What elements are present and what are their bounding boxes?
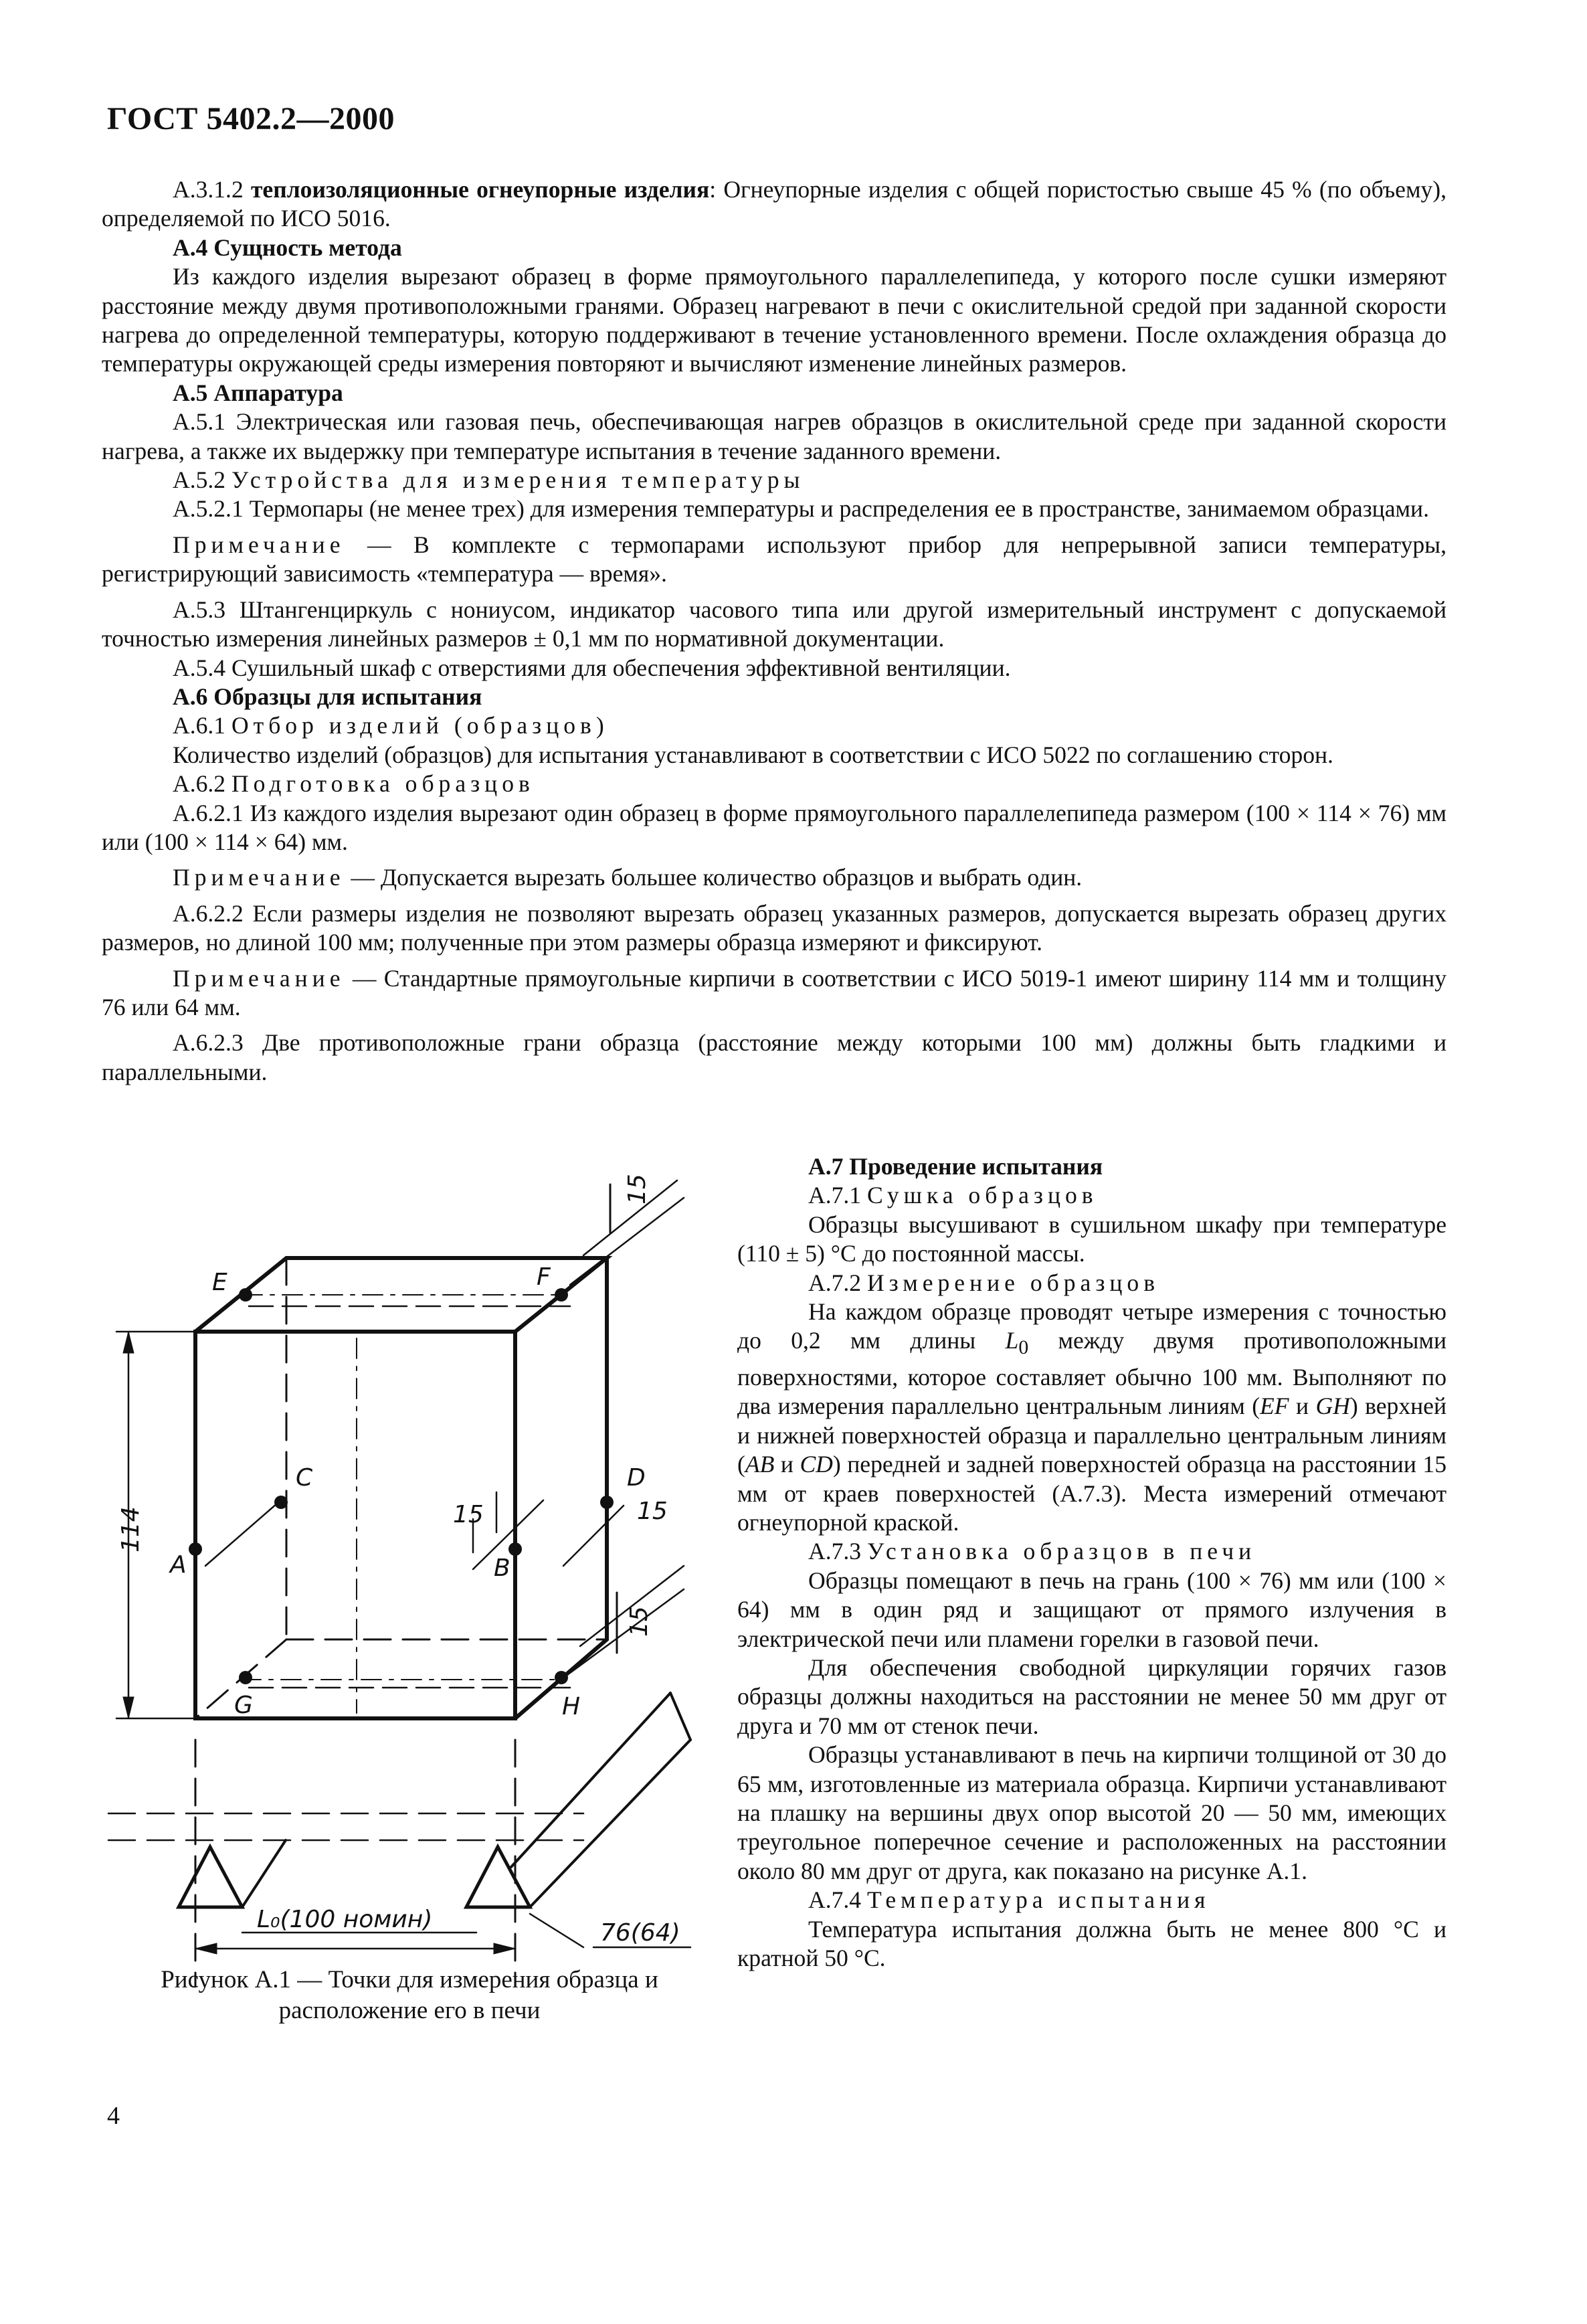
right-paragraph: Температура испытания должна быть не менее 800 °С и кратной 50 °С.	[737, 1915, 1446, 1972]
point-label-d: D	[627, 1464, 646, 1492]
point-label-c: C	[296, 1464, 313, 1492]
main-paragraph: Примечание — В комплекте с термопарами используют прибор для непрерывной записи температуры, регистрирующий зависимость «температура — время».	[102, 531, 1446, 588]
main-paragraph: А.6.2.3 Две противоположные грани образца (расстояние между которыми 100 мм) должны быть гладкими и параллельными.	[102, 1029, 1446, 1085]
right-paragraph: Образцы высушивают в сушильном шкафу при температуре (110 ± 5) °С до постоянной массы.	[737, 1211, 1446, 1267]
main-paragraph: А.3.1.2 теплоизоляционные огнеупорные изделия: Огнеупорные изделия с общей пористостью свыше 45 % (по объему), определяемой по ИСО 5016.	[102, 176, 1446, 232]
main-paragraph: А.6.2.1 Из каждого изделия вырезают один образец в форме прямоугольного параллелепипеда размером (100 × 114 × 76) мм или (100 × 114 × 64) мм.	[102, 799, 1446, 855]
right-paragraph: А.7.4 Температура испытания	[808, 1886, 1210, 1914]
main-text	[102, 175, 1446, 1087]
main-paragraph: А.6.2.2 Если размеры изделия не позволяют вырезать образец указанных размеров, допускается вырезать образец других размеров, но длиной 100 мм; полученные при этом размеры образца измеряют и фиксируют.	[102, 899, 1446, 956]
main-paragraph: Количество изделий (образцов) для испытания устанавливают в соответствии с ИСО 5022 по соглашению сторон.	[173, 741, 1333, 768]
dim-114: 114	[117, 1506, 145, 1552]
main-paragraph: А.5.1 Электрическая или газовая печь, обеспечивающая нагрев образцов в окислительной среде при заданной скорости нагрева, а также их выдержку при температуре испытания в течение заданного времени.	[102, 408, 1446, 464]
main-paragraph: Примечание — Стандартные прямоугольные кирпичи в соответствии с ИСО 5019-1 имеют ширину 114 мм и толщину 76 или 64 мм.	[102, 964, 1446, 1020]
main-paragraph: А.5.2.1 Термопары (не менее трех) для измерения температуры и распределения ее в пространстве, занимаемом образцами.	[173, 495, 1429, 523]
right-paragraph: А.7.3 Установка образцов в печи	[808, 1538, 1256, 1565]
right-paragraph: Образцы устанавливают в печь на кирпичи толщиной от 30 до 65 мм, изготовленные из материала образца. Кирпичи устанавливают на плашку на вершины двух опор высотой 20 — 50 мм, имеющих треугольное поперечное сечение и расположенных на расстоянии около 80 мм друг от друга, как показано на рисунке А.1.	[737, 1741, 1446, 1884]
point-label-e: E	[212, 1269, 227, 1296]
main-paragraph: А.5.2 Устройства для измерения температуры	[173, 466, 805, 494]
figure-caption: Рисунок А.1 — Точки для измерения образца и расположение его в печи	[161, 1966, 658, 2024]
main-paragraph: А.5.3 Штангенциркуль с нониусом, индикатор часового типа или другой измерительный инструмент с допускаемой точностью измерения линейных размеров ± 0,1 мм по нормативной документации.	[102, 596, 1446, 652]
point-label-a: A	[170, 1551, 187, 1579]
point-label-g: G	[234, 1692, 253, 1719]
main-paragraph: А.4 Сущность метода	[173, 234, 402, 261]
main-paragraph: Примечание — Допускается вырезать большее количество образцов и выбрать один.	[173, 864, 1083, 891]
dim-l0: L₀(100 номин)	[257, 1906, 433, 1933]
main-paragraph: А.6 Образцы для испытания	[173, 683, 482, 710]
right-paragraph: Образцы помещают в печь на грань (100 × 76) мм или (100 × 64) мм в один ряд и защищают от прямого излучения в электрической печи или пламени горелки в газовой печи.	[737, 1567, 1446, 1652]
point-label-h: H	[562, 1693, 581, 1720]
dim-15-top: 15	[624, 1174, 651, 1204]
right-paragraph: А.7 Проведение испытания	[808, 1153, 1103, 1180]
doc-header: ГОСТ 5402.2—2000	[107, 101, 395, 137]
page-number: 4	[107, 2102, 120, 2130]
right-paragraph: А.7.1 Сушка образцов	[808, 1182, 1098, 1209]
main-paragraph: А.5 Аппаратура	[173, 379, 343, 406]
figure-a1	[102, 1158, 724, 1987]
dim-15-mid-right: 15	[637, 1498, 668, 1525]
main-paragraph: Из каждого изделия вырезают образец в форме прямоугольного параллелепипеда, у которого после сушки измеряют расстояние между двумя противоположными гранями. Образец нагревают в печи с окислительной средой при заданной скорости нагрева до определенной температуры, которую поддерживают в течение установленного времени. После охлаждения образца до температуры окружающей среды измерения повторяют и вычисляют изменение линейных размеров.	[102, 263, 1446, 377]
right-paragraph: Для обеспечения свободной циркуляции горячих газов образцы должны находиться на расстоянии не менее 50 мм друг от друга и 70 мм от стенок печи.	[737, 1654, 1446, 1739]
dim-15-low: 15	[626, 1606, 653, 1637]
main-paragraph: А.6.2 Подготовка образцов	[173, 770, 535, 798]
right-paragraph: На каждом образце проводят четыре измерения с точностью до 0,2 мм длины $L_0$ между двумя противоположными поверхностями, которое составляет обычно 100 мм. Выполняют по два измерения параллельно центральным линиям (EF и GH) верхней и нижней поверхностей образца и параллельно центральным линиям (AB и CD) передней и задней поверхностей образца на расстоянии 15 мм от краев поверхностей (А.7.3). Места измерений отмечают огнеупорной краской.	[737, 1298, 1446, 1536]
figure-drawing	[102, 1158, 724, 1987]
point-label-b: B	[494, 1554, 510, 1582]
point-label-f: F	[537, 1263, 551, 1291]
main-paragraph: А.6.1 Отбор изделий (образцов)	[173, 712, 609, 739]
dim-15-mid-left: 15	[453, 1501, 484, 1528]
right-paragraph: А.7.2 Измерение образцов	[808, 1269, 1160, 1296]
main-paragraph: А.5.4 Сушильный шкаф с отверстиями для обеспечения эффективной вентиляции.	[173, 654, 1011, 681]
right-column-text	[737, 1152, 1446, 1973]
dim-76: 76(64)	[600, 1919, 680, 1947]
